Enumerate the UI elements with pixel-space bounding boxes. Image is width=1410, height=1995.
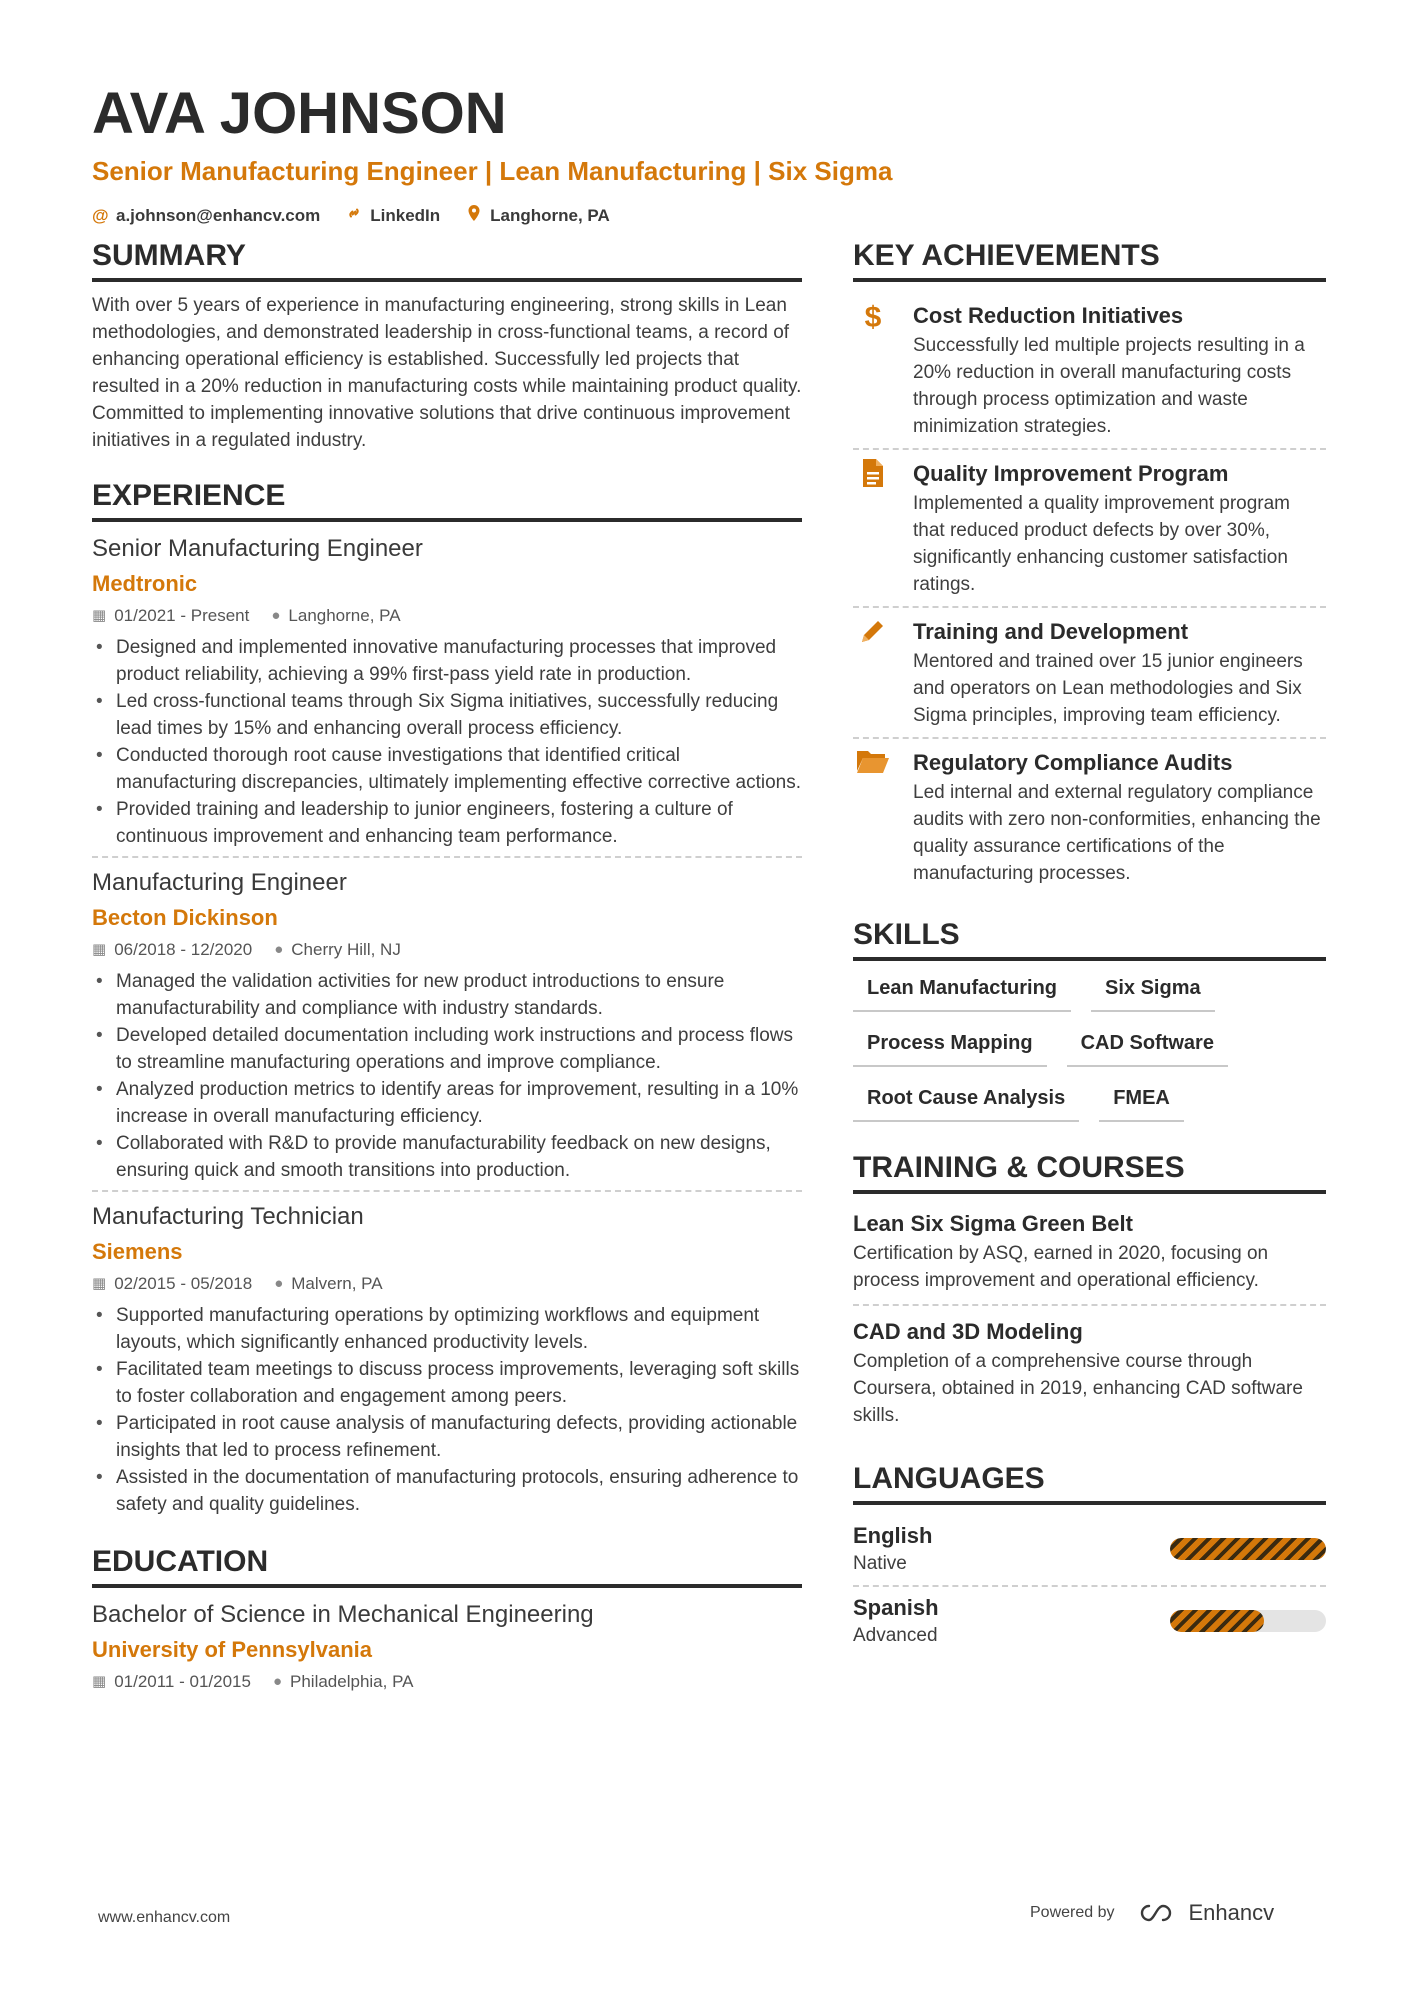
- job-bullet: • Designed and implemented innovative manufacturing processes that improved product reliability, achieving a 99% first-pass yield rate in production.: [116, 634, 802, 688]
- at-icon: @: [92, 205, 109, 225]
- course-desc: Completion of a comprehensive course through Coursera, obtained in 2019, enhancing CAD software skills.: [853, 1351, 1303, 1426]
- job-bullets: [92, 1302, 802, 1518]
- job-dates: [92, 602, 249, 630]
- job-bullet: • Collaborated with R&D to provide manufacturability feedback on new designs, ensuring quick and smooth transitions into production.: [116, 1130, 802, 1184]
- proficiency-bar: [1170, 1610, 1326, 1632]
- calendar-icon: ▦: [92, 607, 107, 624]
- experience-section: [92, 478, 802, 1524]
- calendar-icon: ▦: [92, 1275, 107, 1292]
- job-bullet: • Participated in root cause analysis of manufacturing defects, providing actionable insights that led to process refinement.: [116, 1410, 802, 1464]
- job-dates: [92, 1270, 252, 1298]
- job-bullet: • Facilitated team meetings to discuss process improvements, leveraging soft skills to foster collaboration and engagement among peers.: [116, 1356, 802, 1410]
- job-company: Siemens: [92, 1239, 183, 1264]
- education-heading: EDUCATION: [92, 1544, 802, 1588]
- achievement-title: Regulatory Compliance Audits: [913, 750, 1233, 775]
- course-title: Lean Six Sigma Green Belt: [853, 1211, 1133, 1236]
- job-bullet: • Led cross-functional teams through Six Sigma initiatives, successfully reducing lead times by 15% and enhancing overall process efficiency.: [116, 688, 802, 742]
- language-item: [853, 1585, 1326, 1657]
- job-location-text: Malvern, PA: [291, 1274, 383, 1293]
- education-location-text: Philadelphia, PA: [290, 1672, 414, 1691]
- location-pin-icon: ●: [271, 607, 281, 624]
- enhancv-logo-text: Enhancv: [1188, 1900, 1275, 1925]
- document-icon: [853, 458, 893, 598]
- location-pin-icon: ●: [274, 1275, 284, 1292]
- enhancv-logo-icon: [1137, 1902, 1181, 1924]
- email-text: a.johnson@enhancv.com: [116, 205, 321, 225]
- folder-open-icon: [853, 747, 893, 887]
- proficiency-bar: [1170, 1538, 1326, 1560]
- right-column: [853, 238, 1326, 1657]
- job-dates-text: 01/2021 - Present: [114, 606, 250, 625]
- contact-row: [92, 204, 1322, 227]
- skill-tag: FMEA: [1099, 1081, 1184, 1122]
- summary-section: [92, 238, 802, 454]
- skills-heading: SKILLS: [853, 917, 1326, 961]
- language-level: Native: [853, 1553, 907, 1574]
- skills-section: [853, 917, 1326, 1122]
- candidate-name: AVA JOHNSON: [92, 81, 507, 146]
- achievement-desc: Mentored and trained over 15 junior engineers and operators on Lean methodologies and Six Sigma principles, improving team efficiency.: [913, 651, 1303, 726]
- language-level: Advanced: [853, 1625, 938, 1646]
- job-location: [271, 602, 400, 630]
- education-dates: [92, 1668, 251, 1696]
- training-heading: TRAINING & COURSES: [853, 1150, 1326, 1194]
- candidate-title: Senior Manufacturing Engineer | Lean Manufacturing | Six Sigma: [92, 156, 893, 186]
- course-item: [853, 1304, 1326, 1439]
- job-location-text: Langhorne, PA: [288, 606, 401, 625]
- job-bullet: • Provided training and leadership to junior engineers, fostering a culture of continuous improvement and enhancing team performance.: [116, 796, 802, 850]
- achievement-item: [853, 292, 1326, 448]
- training-section: [853, 1150, 1326, 1439]
- job-bullet: • Assisted in the documentation of manufacturing protocols, ensuring adherence to safety and quality guidelines.: [116, 1464, 802, 1518]
- job-bullet: • Conducted thorough root cause investigations that identified critical manufacturing discrepancies, ultimately implementing effective corrective actions.: [116, 742, 802, 796]
- link-icon: [346, 205, 362, 226]
- job-bullet: • Managed the validation activities for new product introductions to ensure manufacturability and compliance with industry standards.: [116, 968, 802, 1022]
- job-dates-text: 06/2018 - 12/2020: [114, 940, 253, 959]
- location-pin-icon: [466, 204, 482, 227]
- contact-location: [466, 204, 610, 227]
- job-location: [274, 936, 401, 964]
- job-role: Manufacturing Engineer: [92, 869, 347, 896]
- course-item: [853, 1204, 1326, 1304]
- skills-list: [853, 971, 1326, 1122]
- skill-tag: Lean Manufacturing: [853, 971, 1071, 1012]
- location-pin-icon: ●: [272, 1673, 282, 1690]
- languages-heading: LANGUAGES: [853, 1461, 1326, 1505]
- language-name: Spanish: [853, 1595, 939, 1620]
- achievement-desc: Led internal and external regulatory compliance audits with zero non-conformities, enhancing the quality assurance certifications of the manufacturing processes.: [913, 782, 1321, 884]
- powered-by-label: Powered by: [1030, 1904, 1115, 1921]
- job-dates: [92, 936, 252, 964]
- job-entry: [92, 856, 802, 1190]
- skill-tag: Six Sigma: [1091, 971, 1215, 1012]
- achievement-desc: Successfully led multiple projects resulting in a 20% reduction in overall manufacturing costs through process optimization and waste minimization strategies.: [913, 335, 1305, 437]
- enhancv-logo[interactable]: [1137, 1900, 1275, 1926]
- achievement-title: Cost Reduction Initiatives: [913, 303, 1184, 328]
- language-name: English: [853, 1523, 933, 1548]
- left-column: [92, 238, 802, 1700]
- achievement-item: [853, 448, 1326, 606]
- summary-heading: SUMMARY: [92, 238, 802, 282]
- education-section: [92, 1544, 802, 1696]
- achievement-desc: Implemented a quality improvement program that reduced product defects by over 30%, significantly enhancing customer satisfaction ratings.: [913, 493, 1291, 595]
- job-entry: [92, 532, 802, 856]
- achievements-heading: KEY ACHIEVEMENTS: [853, 238, 1326, 282]
- job-bullets: [92, 968, 802, 1184]
- calendar-icon: ▦: [92, 1673, 107, 1690]
- proficiency-fill: [1170, 1610, 1264, 1632]
- education-degree: Bachelor of Science in Mechanical Engineering: [92, 1601, 594, 1628]
- language-item: [853, 1515, 1326, 1585]
- job-bullet: • Analyzed production metrics to identify areas for improvement, resulting in a 10% increase in overall manufacturing efficiency.: [116, 1076, 802, 1130]
- job-location-text: Cherry Hill, NJ: [291, 940, 401, 959]
- job-location: [274, 1270, 382, 1298]
- job-bullet: • Supported manufacturing operations by optimizing workflows and equipment layouts, which significantly enhanced productivity levels.: [116, 1302, 802, 1356]
- job-company: Medtronic: [92, 571, 198, 596]
- achievement-title: Quality Improvement Program: [913, 461, 1229, 486]
- summary-text: With over 5 years of experience in manufacturing engineering, strong skills in Lean methodologies, and demonstrated leadership in cross-functional teams, a record of enhancing operational efficiency is established. Successfully led projects that resulted in a 20% reduction in manufacturing costs while maintaining product quality. Committed to implementing innovative solutions that drive continuous improvement initiatives in a regulated industry.: [92, 295, 802, 451]
- pencil-icon: [853, 616, 893, 729]
- achievement-title: Training and Development: [913, 619, 1189, 644]
- course-title: CAD and 3D Modeling: [853, 1319, 1083, 1344]
- contact-linkedin[interactable]: [346, 204, 440, 227]
- location-pin-icon: ●: [274, 941, 284, 958]
- skill-tag: CAD Software: [1067, 1026, 1228, 1067]
- job-dates-text: 02/2015 - 05/2018: [114, 1274, 253, 1293]
- job-entry: [92, 1190, 802, 1524]
- skill-tag: Root Cause Analysis: [853, 1081, 1079, 1122]
- education-location: [273, 1668, 414, 1696]
- dollar-icon: $: [864, 301, 882, 334]
- achievements-section: [853, 238, 1326, 895]
- job-bullet: • Developed detailed documentation including work instructions and process flows to streamline manufacturing operations and improve compliance.: [116, 1022, 802, 1076]
- resume-header: [92, 78, 1322, 227]
- education-meta: [92, 1668, 802, 1696]
- skill-tag: Process Mapping: [853, 1026, 1047, 1067]
- course-desc: Certification by ASQ, earned in 2020, focusing on process improvement and operational efficiency.: [853, 1243, 1269, 1291]
- job-meta: [92, 1270, 802, 1298]
- location-text: Langhorne, PA: [490, 205, 610, 225]
- experience-heading: EXPERIENCE: [92, 478, 802, 522]
- education-school: University of Pennsylvania: [92, 1637, 372, 1662]
- education-dates-text: 01/2011 - 01/2015: [114, 1672, 251, 1691]
- job-meta: [92, 936, 802, 964]
- linkedin-text: LinkedIn: [370, 205, 441, 225]
- proficiency-fill: [1170, 1538, 1326, 1560]
- footer-website[interactable]: www.enhancv.com: [98, 1909, 231, 1926]
- footer-branding: [1030, 1900, 1274, 1926]
- contact-email[interactable]: [92, 204, 320, 227]
- job-company: Becton Dickinson: [92, 905, 278, 930]
- achievement-item: [853, 606, 1326, 737]
- job-role: Senior Manufacturing Engineer: [92, 535, 423, 562]
- job-role: Manufacturing Technician: [92, 1203, 364, 1230]
- job-bullets: [92, 634, 802, 850]
- calendar-icon: ▦: [92, 941, 107, 958]
- languages-section: [853, 1461, 1326, 1657]
- achievement-item: [853, 737, 1326, 895]
- job-meta: [92, 602, 802, 630]
